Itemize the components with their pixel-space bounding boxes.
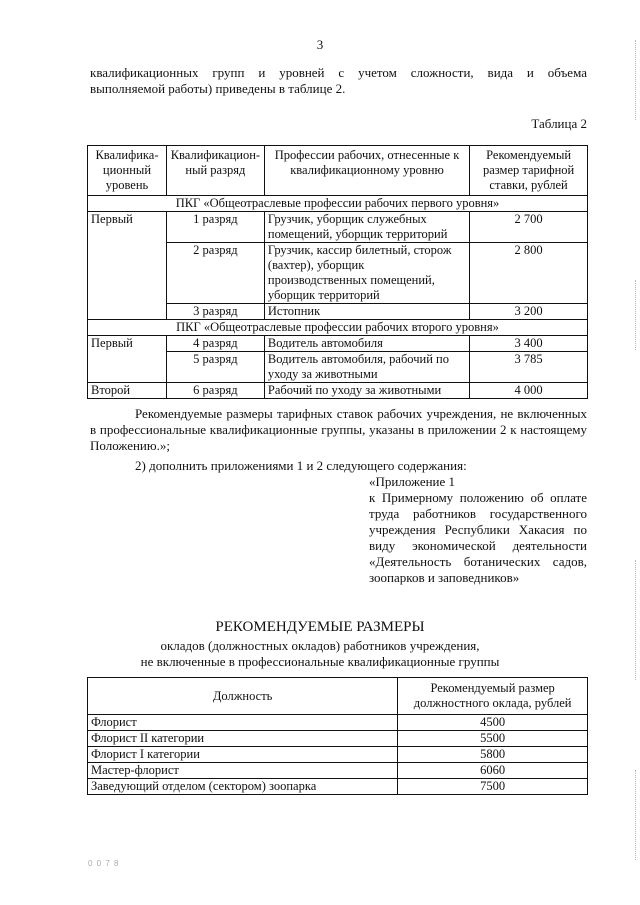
header-tariff-rate: Рекомендуемый размер тарифной ставки, рублей <box>470 146 588 196</box>
grade-cell: 1 разряд <box>166 212 264 243</box>
rate-cell: 3 400 <box>470 336 588 352</box>
table-row <box>88 715 588 731</box>
group-title: ПКГ «Общеотраслевые профессии рабочих первого уровня» <box>88 196 588 212</box>
position-cell: Заведующий отделом (сектором) зоопарка <box>88 779 398 795</box>
grade-cell: 3 разряд <box>166 304 264 320</box>
table-row <box>88 731 588 747</box>
table-row <box>88 212 588 243</box>
section-subheading <box>0 638 640 670</box>
group-title: ПКГ «Общеотраслевые профессии рабочих второго уровня» <box>88 320 588 336</box>
group-row <box>88 320 588 336</box>
paragraph-line: приложении 2 к настоящему Положению.»; <box>90 422 588 453</box>
level-cell: Первый <box>88 212 167 243</box>
table-row <box>88 383 588 399</box>
paragraph-text <box>90 406 587 454</box>
annex-line: зоопарков и заповедников» <box>369 570 520 585</box>
registration-stamp: 0 0 7 8 <box>88 859 120 868</box>
salary-cell: 7500 <box>398 779 588 795</box>
annex-line: к Примерному положению об оплате <box>369 490 587 505</box>
header-qualification-level: Квалифика- ционный уровень <box>88 146 167 196</box>
scan-edge-mark <box>634 40 636 120</box>
profession-cell: Грузчик, уборщик служебных помещений, уборщик территорий <box>264 212 469 243</box>
grade-cell: 5 разряд <box>166 352 264 383</box>
profession-cell: Грузчик, кассир билетный, сторож (вахтер), уборщик производственных помещений, уборщик территорий <box>264 243 469 304</box>
table-caption: Таблица 2 <box>531 116 587 131</box>
rate-cell: 2 700 <box>470 212 588 243</box>
annex-line: виду экономической деятельности <box>369 538 587 553</box>
intro-line: квалификационных групп и уровней с учетом сложности, вида и объема <box>90 65 587 80</box>
rate-cell: 3 785 <box>470 352 588 383</box>
annex-line: «Деятельность ботанических садов, <box>369 554 587 569</box>
level-cell <box>88 352 167 383</box>
scan-edge-mark <box>634 280 636 350</box>
amendment-item: 2) дополнить приложениями 1 и 2 следующего содержания: <box>135 458 467 473</box>
subheading-line: окладов (должностных окладов) работников учреждения, <box>160 638 480 653</box>
rate-cell: 4 000 <box>470 383 588 399</box>
position-cell: Флорист II категории <box>88 731 398 747</box>
table-row <box>88 763 588 779</box>
position-cell: Мастер-флорист <box>88 763 398 779</box>
level-cell: Второй <box>88 383 167 399</box>
tariff-rates-table <box>87 145 588 399</box>
salary-table <box>87 677 588 795</box>
paragraph-line: Рекомендуемые размеры тарифных ставок рабочих учреждения, не <box>135 406 514 421</box>
salary-cell: 4500 <box>398 715 588 731</box>
salary-cell: 6060 <box>398 763 588 779</box>
paragraph-line: включенных в профессиональные квалификационные группы, указаны в <box>90 406 587 437</box>
section-heading: РЕКОМЕНДУЕМЫЕ РАЗМЕРЫ <box>215 619 425 635</box>
intro-paragraph <box>90 65 587 97</box>
intro-line: выполняемой работы) приведены в таблице 2. <box>90 81 346 96</box>
annex-line: «Приложение 1 <box>369 474 456 489</box>
salary-cell: 5500 <box>398 731 588 747</box>
header-position: Должность <box>88 678 398 715</box>
salary-cell: 5800 <box>398 747 588 763</box>
grade-cell: 6 разряд <box>166 383 264 399</box>
table-row <box>88 352 588 383</box>
position-cell: Флорист <box>88 715 398 731</box>
subheading-line: не включенные в профессиональные квалификационные группы <box>140 654 500 669</box>
table-header-row <box>88 678 588 715</box>
rate-cell: 2 800 <box>470 243 588 304</box>
profession-cell: Водитель автомобиля, рабочий по уходу за животными <box>264 352 469 383</box>
profession-cell: Водитель автомобиля <box>264 336 469 352</box>
annex-header-block <box>369 474 587 586</box>
profession-cell: Истопник <box>264 304 469 320</box>
scan-edge-mark <box>634 770 636 860</box>
rates-note-paragraph <box>90 406 587 454</box>
position-cell: Флорист I категории <box>88 747 398 763</box>
header-salary: Рекомендуемый размер должностного оклада, рублей <box>398 678 588 715</box>
table-row <box>88 243 588 304</box>
table-header-row <box>88 146 588 196</box>
grade-cell: 2 разряд <box>166 243 264 304</box>
header-grade: Квалификацион- ный разряд <box>166 146 264 196</box>
table-row <box>88 779 588 795</box>
grade-cell: 4 разряд <box>166 336 264 352</box>
level-cell <box>88 243 167 304</box>
annex-line: труда работников государственного <box>369 506 587 521</box>
table-row <box>88 304 588 320</box>
rate-cell: 3 200 <box>470 304 588 320</box>
page-number: 3 <box>316 37 324 52</box>
table-row <box>88 336 588 352</box>
level-cell <box>88 304 167 320</box>
annex-line: учреждения Республики Хакасия по <box>369 522 587 537</box>
scan-edge-mark <box>634 560 636 680</box>
header-professions: Профессии рабочих, отнесенные к квалификационному уровню <box>264 146 469 196</box>
table-row <box>88 747 588 763</box>
profession-cell: Рабочий по уходу за животными <box>264 383 469 399</box>
group-row <box>88 196 588 212</box>
level-cell: Первый <box>88 336 167 352</box>
